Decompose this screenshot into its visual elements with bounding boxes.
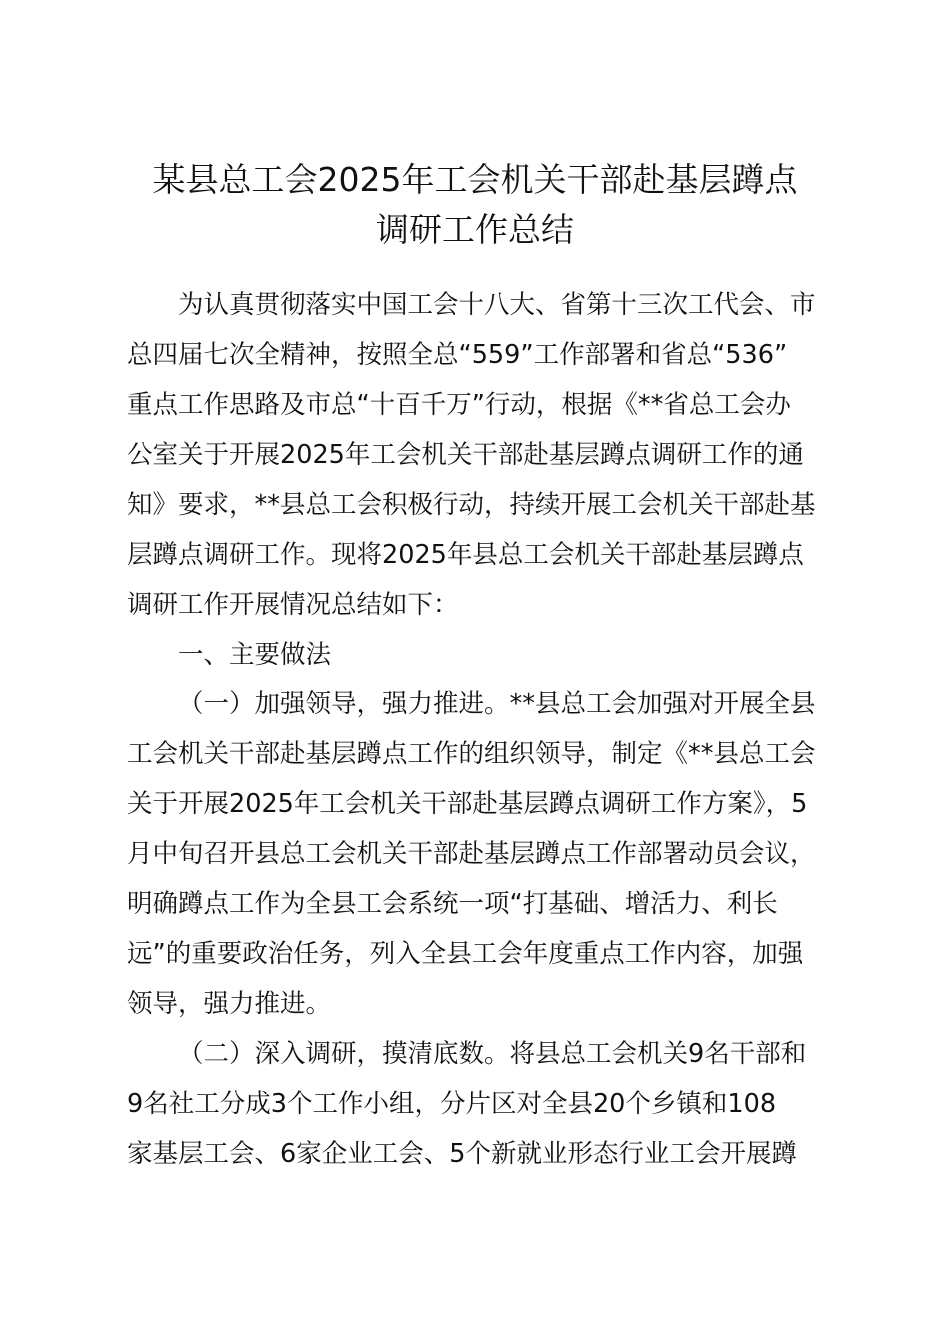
document-title-line-2: 调研工作总结 bbox=[376, 210, 574, 249]
body-text-line: 总四届七次全精神，按照全总“559”工作部署和省总“536” bbox=[127, 340, 788, 370]
body-text-line: 月中旬召开县总工会机关干部赴基层蹲点工作部署动员会议， bbox=[127, 839, 816, 869]
body-text-line: 公室关于开展2025年工会机关干部赴基层蹲点调研工作的通 bbox=[127, 440, 804, 470]
body-text-line: 调研工作开展情况总结如下： bbox=[127, 590, 459, 620]
body-text-line: 关于开展2025年工会机关干部赴基层蹲点调研工作方案》，5 bbox=[127, 789, 808, 819]
document-title-line-1: 某县总工会2025年工会机关干部赴基层蹲点 bbox=[152, 160, 798, 199]
body-text-line: 明确蹲点工作为全县工会系统一项“打基础、增活力、利长 bbox=[127, 889, 778, 919]
body-text-line: 知》要求，**县总工会积极行动，持续开展工会机关干部赴基 bbox=[127, 490, 816, 520]
body-text-line: 领导，强力推进。 bbox=[127, 989, 332, 1019]
body-text-line: 工会机关干部赴基层蹲点工作的组织领导，制定《**县总工会 bbox=[127, 739, 816, 769]
body-text-line: 为认真贯彻落实中国工会十八大、省第十三次工代会、市 bbox=[178, 290, 816, 320]
body-text-line: 远”的重要政治任务，列入全县工会年度重点工作内容，加强 bbox=[127, 939, 804, 969]
body-text-line: 9名社工分成3个工作小组，分片区对全县20个乡镇和108 bbox=[127, 1089, 777, 1119]
body-text-line: 家基层工会、6家企业工会、5个新就业形态行业工会开展蹲 bbox=[127, 1139, 797, 1169]
body-text-line: （二）深入调研，摸清底数。将县总工会机关9名干部和 bbox=[178, 1039, 807, 1069]
body-text-line: （一）加强领导，强力推进。**县总工会加强对开展全县 bbox=[178, 689, 816, 719]
body-text-line: 重点工作思路及市总“十百千万”行动，根据《**省总工会办 bbox=[127, 390, 791, 420]
section-heading: 一、主要做法 bbox=[178, 640, 332, 670]
body-text-line: 层蹲点调研工作。现将2025年县总工会机关干部赴基层蹲点 bbox=[127, 540, 804, 570]
